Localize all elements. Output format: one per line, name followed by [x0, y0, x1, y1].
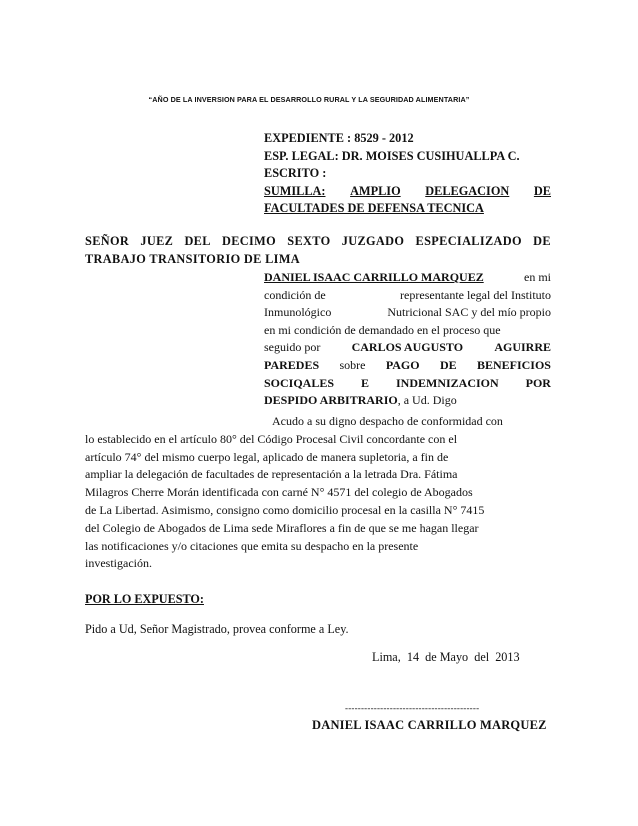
addressee-line-2: TRABAJO TRANSITORIO DE LIMA	[85, 251, 301, 266]
place-date: Lima, 14 de Mayo del 2013	[372, 650, 520, 664]
sumilla-continuation: FACULTADES DE DEFENSA TECNICA	[264, 201, 484, 215]
party-text: , a Ud. Digo	[397, 393, 457, 408]
addressee-block	[85, 233, 551, 268]
body-line: del Colegio de Abogados de Lima sede Miraflores a fin de que se me hagan llegar	[85, 520, 479, 535]
sumilla-word: DE	[533, 183, 551, 198]
sumilla-word: SUMILLA:	[264, 183, 326, 198]
escrito-line: ESCRITO :	[264, 166, 327, 180]
claim-word: BENEFICIOS	[476, 357, 551, 372]
request-line: Pido a Ud, Señor Magistrado, provea conforme a Ley.	[85, 622, 349, 636]
party-name: DANIEL ISAAC CARRILLO MARQUEZ	[264, 270, 484, 284]
claim-word: E	[361, 375, 370, 390]
case-info-block	[264, 130, 551, 218]
body-line: Milagros Cherre Morán identificada con carné N° 4571 del colegio de Abogados	[85, 485, 473, 500]
expediente-line: EXPEDIENTE : 8529 - 2012	[264, 131, 414, 145]
claim-word: INDEMNIZACION	[395, 375, 499, 390]
sumilla-word: AMPLIO	[350, 183, 401, 198]
claim-word: POR	[525, 375, 551, 390]
body-paragraph	[85, 413, 551, 573]
sumilla-word: DELEGACION	[425, 183, 510, 198]
plaintiff-name-part: CARLOS AUGUSTO	[351, 340, 464, 355]
body-line: Acudo a su digno despacho de conformidad con	[272, 414, 503, 428]
claim-word: SOCIQALES	[264, 375, 335, 390]
addressee-word: DECIMO	[222, 234, 277, 248]
especialista-legal-line: ESP. LEGAL: DR. MOISES CUSIHUALLPA C.	[264, 148, 520, 163]
party-line-2	[264, 287, 551, 305]
party-text: seguido por	[264, 340, 321, 355]
party-introduction	[264, 269, 551, 410]
addressee-word: DE	[533, 234, 551, 248]
body-line: ampliar la delegación de facultades de representación a la letrada Dra. Fátima	[85, 467, 458, 482]
sumilla-line	[264, 183, 551, 201]
year-motto-header	[0, 95, 638, 104]
signature-name: DANIEL ISAAC CARRILLO MARQUEZ	[312, 718, 547, 732]
addressee-word: SEÑOR	[85, 234, 130, 248]
addressee-word: JUEZ	[140, 234, 174, 248]
addressee-word: JUZGADO	[341, 234, 405, 248]
party-text: Nutricional SAC y del mío propio	[387, 305, 551, 320]
party-text: representante legal del Instituto	[400, 287, 551, 302]
body-line: las notificaciones y/o citaciones que emita su despacho en la presente	[85, 538, 419, 553]
body-line: de La Libertad. Asimismo, consigno como domicilio procesal en la casilla N° 7415	[85, 502, 485, 517]
party-text: Inmunológico	[264, 305, 332, 320]
addressee-word: ESPECIALIZADO	[415, 234, 522, 248]
party-line-6	[264, 357, 551, 375]
claim-word: DESPIDO ARBITRARIO	[264, 393, 398, 408]
addressee-word: DEL	[184, 234, 211, 248]
party-line-5	[264, 339, 551, 357]
party-line-3	[264, 304, 551, 322]
party-text: en mi	[524, 270, 551, 284]
party-line-8	[264, 392, 551, 410]
party-line-1	[264, 269, 551, 287]
party-text: sobre	[339, 357, 366, 372]
party-line-7	[264, 375, 551, 393]
addressee-word: SEXTO	[287, 234, 331, 248]
body-line: lo establecido en el artículo 80° del Código Procesal Civil concordante con el	[85, 431, 458, 446]
por-lo-expuesto-heading: POR LO EXPUESTO:	[85, 592, 204, 606]
body-line: artículo 74° del mismo cuerpo legal, aplicado de manera supletoria, a fin de	[85, 449, 449, 464]
party-line-4: en mi condición de demandado en el proceso que	[264, 322, 501, 337]
party-text: condición de	[264, 287, 326, 302]
plaintiff-name-part: PAREDES	[264, 357, 320, 372]
claim-word: PAGO	[385, 357, 420, 372]
body-line: investigación.	[85, 556, 152, 571]
plaintiff-name-part: AGUIRRE	[494, 340, 551, 355]
signature-line: ------------------------------------------	[345, 703, 480, 713]
year-motto-text: “AÑO DE LA INVERSION PARA EL DESARROLLO RURAL Y LA SEGURIDAD ALIMENTARIA”	[148, 95, 470, 104]
claim-word: DE	[439, 357, 457, 372]
addressee-line-1	[85, 233, 551, 251]
